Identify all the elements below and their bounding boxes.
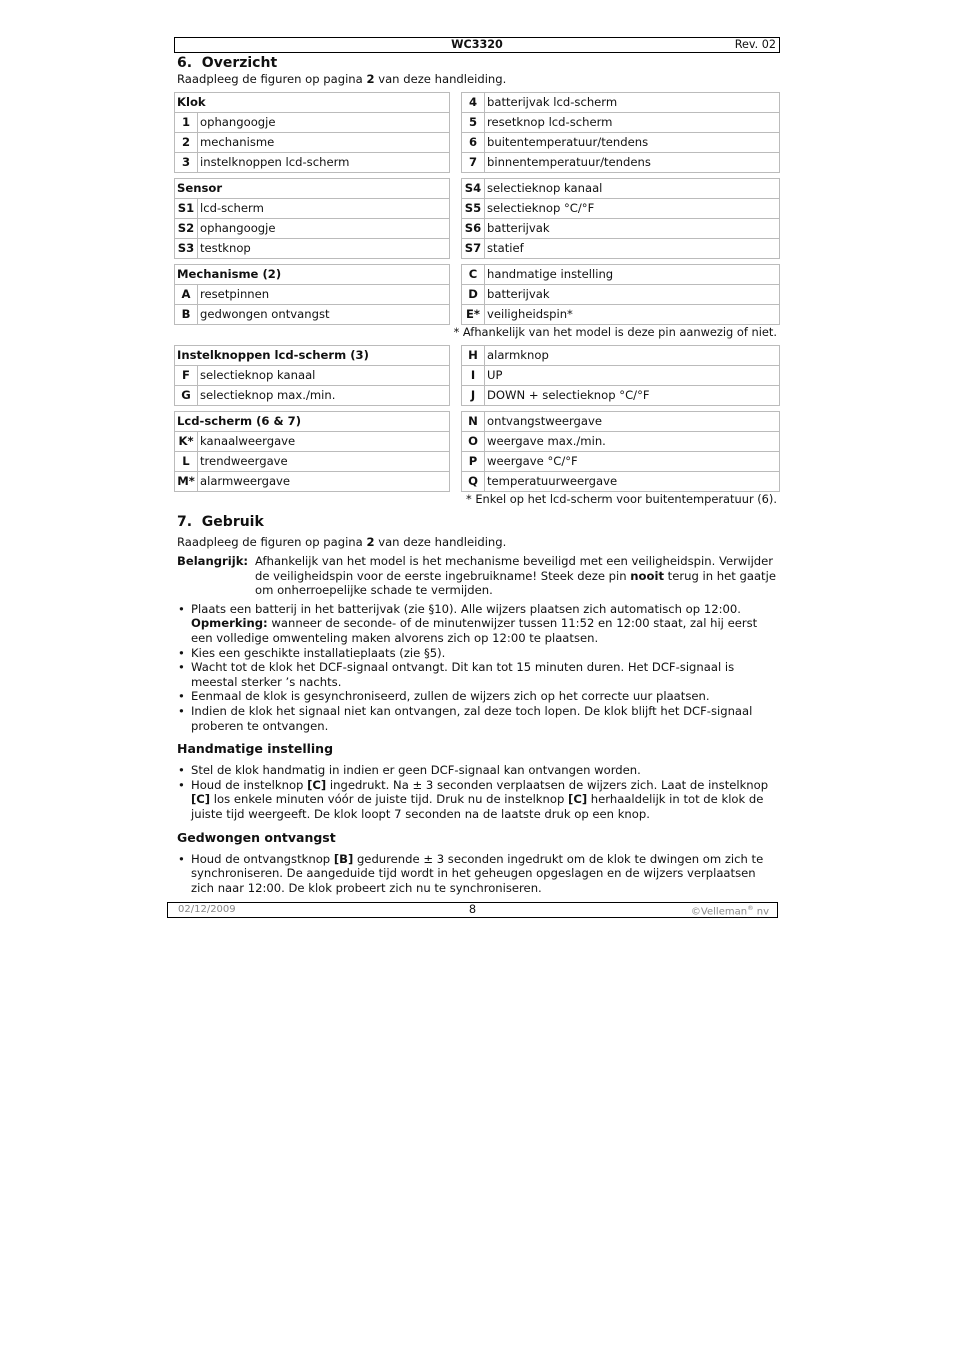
item-label: batterijvak [485, 219, 780, 239]
item-label: DOWN + selectieknop °C/°F [485, 386, 780, 406]
table-row [175, 366, 450, 386]
forced-reception-title: Gedwongen ontvangst [177, 829, 336, 845]
overview-tables [174, 92, 780, 507]
table-row [175, 305, 450, 325]
revision: Rev. 02 [734, 38, 776, 51]
manual-list [174, 763, 780, 821]
item-label: selectieknop kanaal [198, 366, 450, 386]
table-row [462, 153, 780, 173]
section-6-intro: Raadpleeg de figuren op pagina 2 van deze handleiding. [177, 72, 507, 86]
item-label: ophangoogje [198, 219, 450, 239]
table-row [175, 432, 450, 452]
list-item: • Houd de instelknop [C] ingedrukt. Na ± 3 seconden verplaatsen de wijzers zich. Laat de instelknop [C] los enkele minuten vóór de juiste tijd. Druk nu de instelknop [C] herhaaldelijk in tot de klok de juiste tijd weergeeft. De klok loopt 7 seconden na de laatste druk op een knop. [191, 778, 780, 822]
item-key: O [462, 432, 485, 452]
item-label: batterijvak [485, 285, 780, 305]
item-label: handmatige instelling [485, 265, 780, 285]
item-label: gedwongen ontvangst [198, 305, 450, 325]
table-row [462, 199, 780, 219]
item-label: binnentemperatuur/tendens [485, 153, 780, 173]
left-table [174, 411, 450, 492]
left-table [174, 92, 450, 173]
table-row [175, 113, 450, 133]
table-row [175, 219, 450, 239]
item-label: buitentemperatuur/tendens [485, 133, 780, 153]
page-header [174, 37, 780, 53]
item-label: trendweergave [198, 452, 450, 472]
footer-copyright: ©Velleman® nv [690, 904, 769, 918]
item-label: weergave °C/°F [485, 452, 780, 472]
table-row [462, 346, 780, 366]
list-item: • Kies een geschikte installatieplaats (zie §5). [191, 646, 780, 661]
right-table [461, 92, 780, 173]
table-pair [174, 178, 780, 259]
item-key: P [462, 452, 485, 472]
item-label: mechanisme [198, 133, 450, 153]
table-row [462, 265, 780, 285]
table-footnote: * Afhankelijk van het model is deze pin aanwezig of niet. [453, 325, 777, 339]
table-heading: Lcd-scherm (6 & 7) [175, 412, 450, 432]
table-pair [174, 345, 780, 406]
table-heading: Mechanisme (2) [175, 265, 450, 285]
page [174, 37, 780, 895]
right-table [461, 264, 780, 325]
item-key: 4 [462, 93, 485, 113]
important-note: Belangrijk: Afhankelijk van het model is het mechanisme beveiligd met een veiligheidspin. Verwijder de veiligheidspin voor de eerste ingebruikname! Steek deze pin nooit terug in het gaatje om onherroepelijke schade te vermijden. [177, 554, 780, 598]
item-label: statief [485, 239, 780, 259]
item-label: instelknoppen lcd-scherm [198, 153, 450, 173]
item-label: batterijvak lcd-scherm [485, 93, 780, 113]
item-key: S2 [175, 219, 198, 239]
item-key: Q [462, 472, 485, 492]
list-item: • Eenmaal de klok is gesynchroniseerd, zullen de wijzers zich op het correcte uur plaatsen. [191, 689, 780, 704]
item-key: F [175, 366, 198, 386]
list-item: • Houd de ontvangstknop [B] gedurende ± 3 seconden ingedrukt om de klok te dwingen om zich te synchroniseren. De aangeduide tijd wordt in het geheugen opgeslagen en de wijzers verplaatsen zich naar 12:00. De klok probeert zich nu te synchroniseren. [191, 852, 780, 896]
table-row [462, 305, 780, 325]
item-key: K* [175, 432, 198, 452]
table-row [462, 366, 780, 386]
table-row [462, 133, 780, 153]
table-row [462, 412, 780, 432]
table-row [175, 153, 450, 173]
section-7-title: 7. Gebruik [177, 514, 264, 530]
list-item: • Stel de klok handmatig in indien er geen DCF-signaal kan ontvangen worden. [191, 763, 780, 778]
item-label: selectieknop max./min. [198, 386, 450, 406]
section-7-intro: Raadpleeg de figuren op pagina 2 van deze handleiding. [177, 535, 507, 549]
left-table [174, 178, 450, 259]
item-label: testknop [198, 239, 450, 259]
usage-list [174, 602, 780, 733]
important-text: Afhankelijk van het model is het mechanisme beveiligd met een veiligheidspin. Verwijder de veiligheidspin voor de eerste ingebruikname! Steek deze pin nooit terug in het gaatje om onherroepelijke schade te vermijden. [255, 554, 776, 598]
manual-setting-title: Handmatige instelling [177, 741, 334, 757]
list-item: • Wacht tot de klok het DCF-signaal ontvangt. Dit kan tot 15 minuten duren. Het DCF-signaal is meestal sterker ’s nachts. [191, 660, 780, 689]
item-label: temperatuurweergave [485, 472, 780, 492]
item-key: 5 [462, 113, 485, 133]
page-footer [167, 902, 778, 918]
item-key: 3 [175, 153, 198, 173]
left-table [174, 345, 450, 406]
item-key: S4 [462, 179, 485, 199]
item-key: C [462, 265, 485, 285]
forced-list [174, 852, 780, 896]
table-row [175, 472, 450, 492]
table-row [175, 199, 450, 219]
table-row [175, 386, 450, 406]
item-key: S7 [462, 239, 485, 259]
table-row [175, 285, 450, 305]
right-table [461, 178, 780, 259]
table-row [462, 452, 780, 472]
item-key: S6 [462, 219, 485, 239]
item-label: veiligheidspin* [485, 305, 780, 325]
table-pair [174, 264, 780, 325]
item-key: A [175, 285, 198, 305]
item-label: lcd-scherm [198, 199, 450, 219]
table-heading: Instelknoppen lcd-scherm (3) [175, 346, 450, 366]
item-key: L [175, 452, 198, 472]
item-key: 1 [175, 113, 198, 133]
item-key: 7 [462, 153, 485, 173]
item-key: N [462, 412, 485, 432]
list-item: • Plaats een batterij in het batterijvak (zie §10). Alle wijzers plaatsen zich automatisch op 12:00. Opmerking: wanneer de seconde- of de minutenwijzer tussen 11:52 en 12:00 staat, zal hij eerst een volledige omwenteling maken alvorens zich op 12:00 te plaatsen. [191, 602, 780, 646]
right-table [461, 411, 780, 492]
item-key: J [462, 386, 485, 406]
table-row [462, 219, 780, 239]
table-row [175, 133, 450, 153]
item-label: kanaalweergave [198, 432, 450, 452]
item-key: 6 [462, 133, 485, 153]
table-footnote: * Enkel op het lcd-scherm voor buitentemperatuur (6). [466, 492, 777, 506]
table-row [462, 285, 780, 305]
item-key: S3 [175, 239, 198, 259]
item-label: alarmweergave [198, 472, 450, 492]
item-key: G [175, 386, 198, 406]
table-row [175, 239, 450, 259]
item-label: ophangoogje [198, 113, 450, 133]
table-row [175, 452, 450, 472]
left-table [174, 264, 450, 325]
item-label: resetpinnen [198, 285, 450, 305]
page-number: 8 [468, 902, 477, 916]
section-6-title: 6. Overzicht [177, 55, 278, 71]
table-row [462, 386, 780, 406]
item-label: alarmknop [485, 346, 780, 366]
item-key: S5 [462, 199, 485, 219]
table-row [462, 179, 780, 199]
table-row [462, 472, 780, 492]
item-key: I [462, 366, 485, 386]
item-label: selectieknop kanaal [485, 179, 780, 199]
table-row [462, 432, 780, 452]
list-item: • Indien de klok het signaal niet kan ontvangen, zal deze toch lopen. De klok blijft het DCF-signaal proberen te ontvangen. [191, 704, 780, 733]
item-label: resetknop lcd-scherm [485, 113, 780, 133]
item-label: UP [485, 366, 780, 386]
item-key: D [462, 285, 485, 305]
item-key: S1 [175, 199, 198, 219]
item-key: E* [462, 305, 485, 325]
item-key: H [462, 346, 485, 366]
table-row [462, 113, 780, 133]
item-key: M* [175, 472, 198, 492]
item-label: ontvangstweergave [485, 412, 780, 432]
table-heading: Klok [175, 93, 450, 113]
item-label: selectieknop °C/°F [485, 199, 780, 219]
table-pair [174, 92, 780, 173]
item-key: 2 [175, 133, 198, 153]
table-heading: Sensor [175, 179, 450, 199]
footer-date: 02/12/2009 [178, 904, 236, 915]
model-number: WC3320 [451, 38, 503, 51]
table-row [462, 93, 780, 113]
item-key: B [175, 305, 198, 325]
table-row [462, 239, 780, 259]
right-table [461, 345, 780, 406]
table-pair [174, 411, 780, 492]
item-label: weergave max./min. [485, 432, 780, 452]
